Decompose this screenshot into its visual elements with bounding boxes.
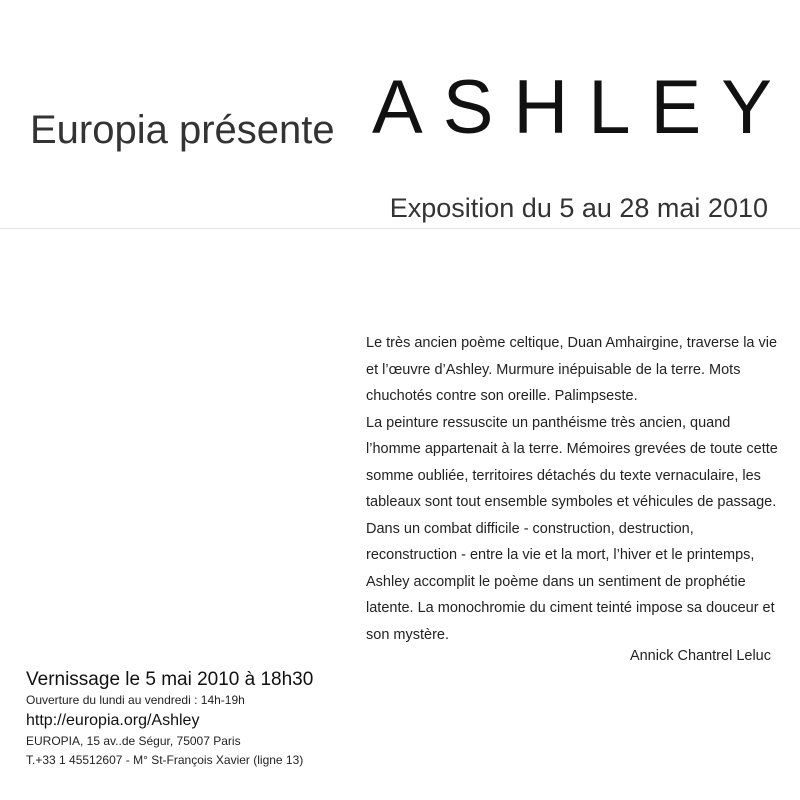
text-line: l’homme appartenait à la terre. Mémoires grevées de toute cette <box>366 441 778 457</box>
text-line: tableaux sont tout ensemble symboles et véhicules de passage. <box>366 494 777 510</box>
exhibition-dates: Exposition du 5 au 28 mai 2010 <box>389 193 768 223</box>
text-line: son mystère. <box>366 626 449 643</box>
footer-info <box>26 668 313 770</box>
opening-hours: Ouverture du lundi au vendredi : 14h-19h <box>26 693 245 707</box>
text-line: somme oubliée, territoires détachés du texte vernaculaire, les <box>366 467 761 484</box>
text-author: Annick Chantrel Leluc <box>629 648 771 664</box>
text-line: reconstruction - entre la vie et la mort, l’hiver et le printemps, <box>366 547 755 563</box>
phone-transit: T.+33 1 45512607 - M° St-François Xavier (ligne 13) <box>26 753 304 767</box>
vernissage-date: Vernissage le 5 mai 2010 à 18h30 <box>26 669 314 690</box>
description-text <box>366 330 776 648</box>
text-line: et l’œuvre d’Ashley. Murmure inépuisable de la terre. Mots <box>366 361 741 378</box>
header-divider <box>0 228 800 229</box>
website-link[interactable]: http://europia.org/Ashley <box>26 712 200 729</box>
text-line: La peinture ressuscite un panthéisme très ancien, quand <box>366 414 731 431</box>
address: EUROPIA, 15 av..de Ségur, 75007 Paris <box>26 734 241 748</box>
artist-name: ASHLEY <box>372 65 792 150</box>
text-line: Ashley accomplit le poème dans un sentiment de prophétie <box>366 573 746 590</box>
text-line: chuchotés contre son oreille. Palimpseste. <box>366 388 638 404</box>
presenter-title: Europia présente <box>30 108 335 152</box>
text-line: Dans un combat difficile - construction, destruction, <box>366 520 694 537</box>
text-line: latente. La monochromie du ciment teinté impose sa douceur et <box>366 600 775 616</box>
text-line: Le très ancien poème celtique, Duan Amhairgine, traverse la vie <box>366 335 778 351</box>
header <box>0 0 800 228</box>
